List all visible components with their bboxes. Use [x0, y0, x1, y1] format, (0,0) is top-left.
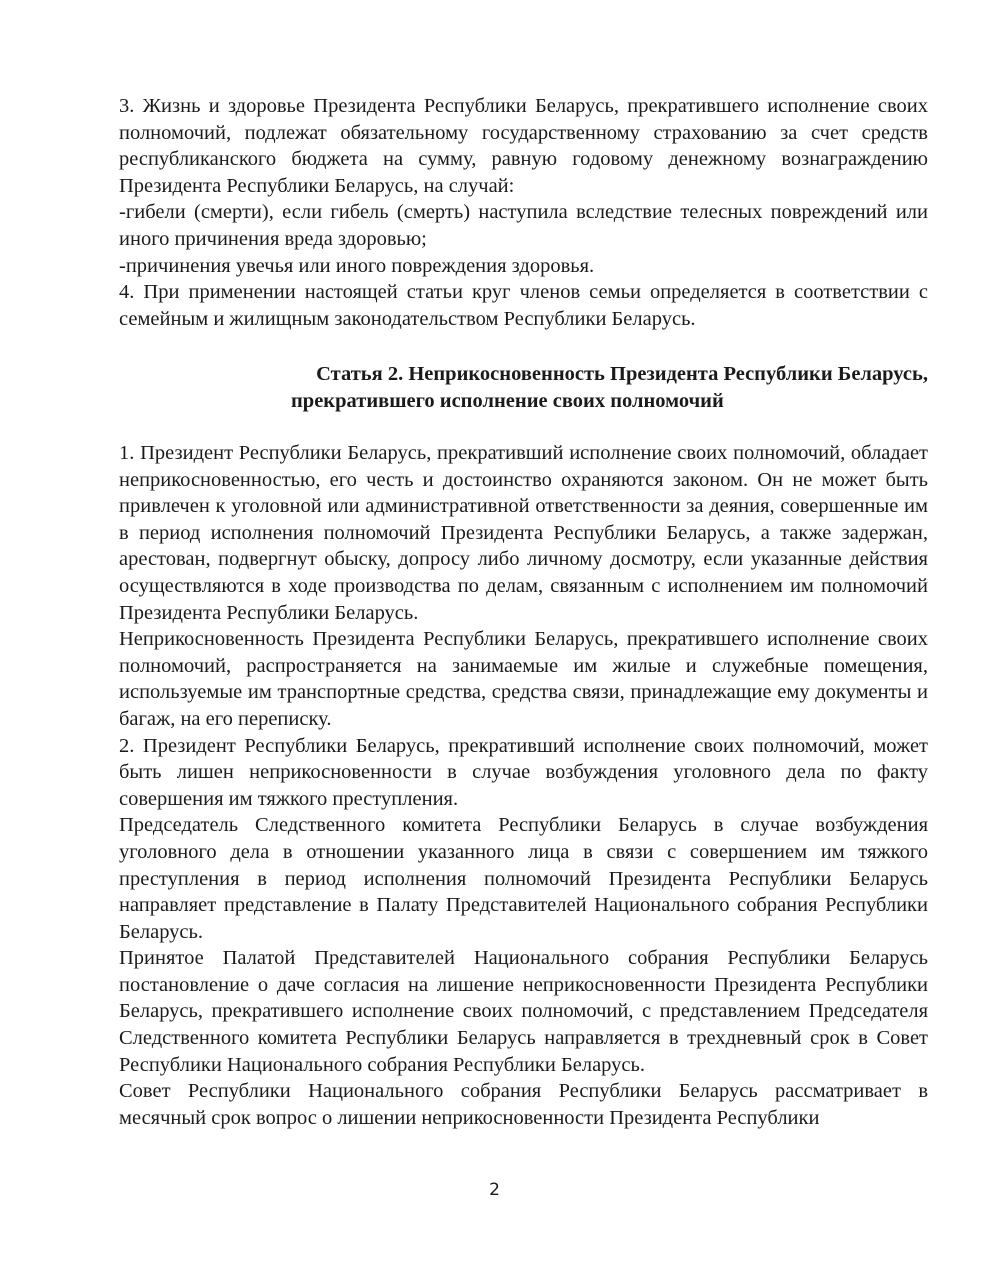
- article-heading-line-1: Статья 2. Неприкосновенность Президента Республики Беларусь,: [316, 363, 928, 385]
- paragraph-clause-4: 4. При применении настоящей статьи круг членов семьи определяется в соответствии с семейным и жилищным законодательством Республики Беларусь.: [119, 281, 928, 330]
- top-text-block: [119, 93, 928, 332]
- paragraph-immunity-1: 1. Президент Республики Беларусь, прекративший исполнение своих полномочий, обладает неприкосновенностью, его честь и достоинство охраняются законом. Он не может быть привлечен к уголовной или административной ответственности за деяния, совершенные им в период исполнения полномочий Президента Республики Беларусь, а также задержан, арестован, подвергнут обыску, допросу либо личному досмотру, если указанные действия осуществляются в ходе производства по делам, связанным с исполнением им полномочий Президента Республики Беларусь.: [119, 442, 928, 624]
- paragraph-council-review: Совет Республики Национального собрания Республики Беларусь рассматривает в месячный срок вопрос о лишении неприкосновенности Президента Республики: [119, 1080, 928, 1129]
- article-heading: [119, 361, 928, 414]
- article-heading-line-2: прекратившего исполнение своих полномочий: [291, 389, 724, 412]
- page-number: 2: [489, 1180, 500, 1200]
- paragraph-investigative-committee: Председатель Следственного комитета Республики Беларусь в случае возбуждения уголовного дела в отношении указанного лица в связи с совершением им тяжкого преступления в период исполнения полномочий Президента Республики Беларусь направляет представление в Палату Представителей Национального собрания Республики Беларусь.: [119, 814, 928, 943]
- paragraph-clause-3: 3. Жизнь и здоровье Президента Республики Беларусь, прекратившего исполнение своих полномочий, подлежат обязательному государственному страхованию за счет средств республиканского бюджета на сумму, равную годовому денежному вознаграждению Президента Республики Беларусь, на случай:: [119, 95, 928, 197]
- paragraph-immunity-2: 2. Президент Республики Беларусь, прекративший исполнение своих полномочий, может быть лишен неприкосновенности в случае возбуждения уголовного дела по факту совершения им тяжкого преступления.: [119, 734, 928, 810]
- paragraph-death-case: -гибели (смерти), если гибель (смерть) наступила вследствие телесных повреждений или иного причинения вреда здоровью;: [119, 201, 928, 250]
- paragraph-immunity-scope: Неприкосновенность Президента Республики Беларусь, прекратившего исполнение своих полномочий, распространяется на занимаемые им жилые и служебные помещения, используемые им транспортные средства, средства связи, принадлежащие ему документы и багаж, на его переписку.: [119, 628, 928, 730]
- main-text-block: [119, 440, 928, 1131]
- paragraph-injury-case: -причинения увечья или иного повреждения здоровья.: [119, 254, 595, 277]
- paragraph-house-resolution: Принятое Палатой Представителей Национального собрания Республики Беларусь постановление о даче согласия на лишение неприкосновенности Президента Республики Беларусь, прекратившего исполнение своих полномочий, с представлением Председателя Следственного комитета Республики Беларусь направляется в трехдневный срок в Совет Республики Национального собрания Республики Беларусь.: [119, 947, 928, 1076]
